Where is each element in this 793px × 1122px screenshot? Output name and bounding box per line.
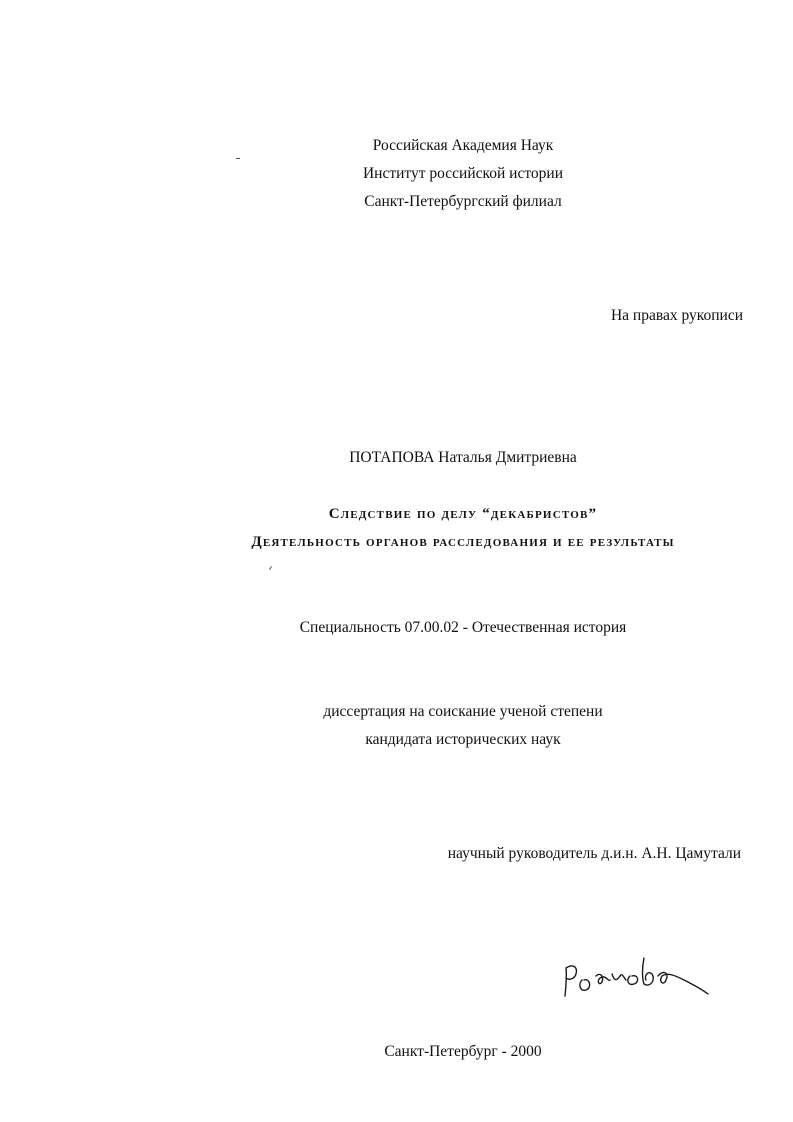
scan-speck (269, 566, 272, 570)
title-line-2: Деятельность органов расследования и ее результаты (251, 534, 675, 550)
supervisor: научный руководитель д.и.н. А.Н. Цамутали (447, 845, 741, 862)
scan-speck (236, 158, 240, 159)
branch-name: Санкт-Петербургский филиал (364, 193, 562, 210)
degree-line-2: кандидата исторических наук (365, 731, 561, 748)
handwritten-signature (558, 946, 718, 1006)
degree-line-1: диссертация на соискание ученой степени (323, 703, 603, 720)
institution-name: Российская Академия Наук (372, 137, 554, 154)
institute-name: Институт российской истории (362, 165, 564, 182)
title-line-1: Следствие по делу “декабристов” (328, 506, 598, 522)
place-and-year: Санкт-Петербург - 2000 (384, 1043, 542, 1060)
specialty: Специальность 07.00.02 - Отечественная история (299, 619, 627, 636)
author-name: ПОТАПОВА Наталья Дмитриевна (349, 449, 577, 466)
manuscript-note: На правах рукописи (610, 307, 743, 324)
